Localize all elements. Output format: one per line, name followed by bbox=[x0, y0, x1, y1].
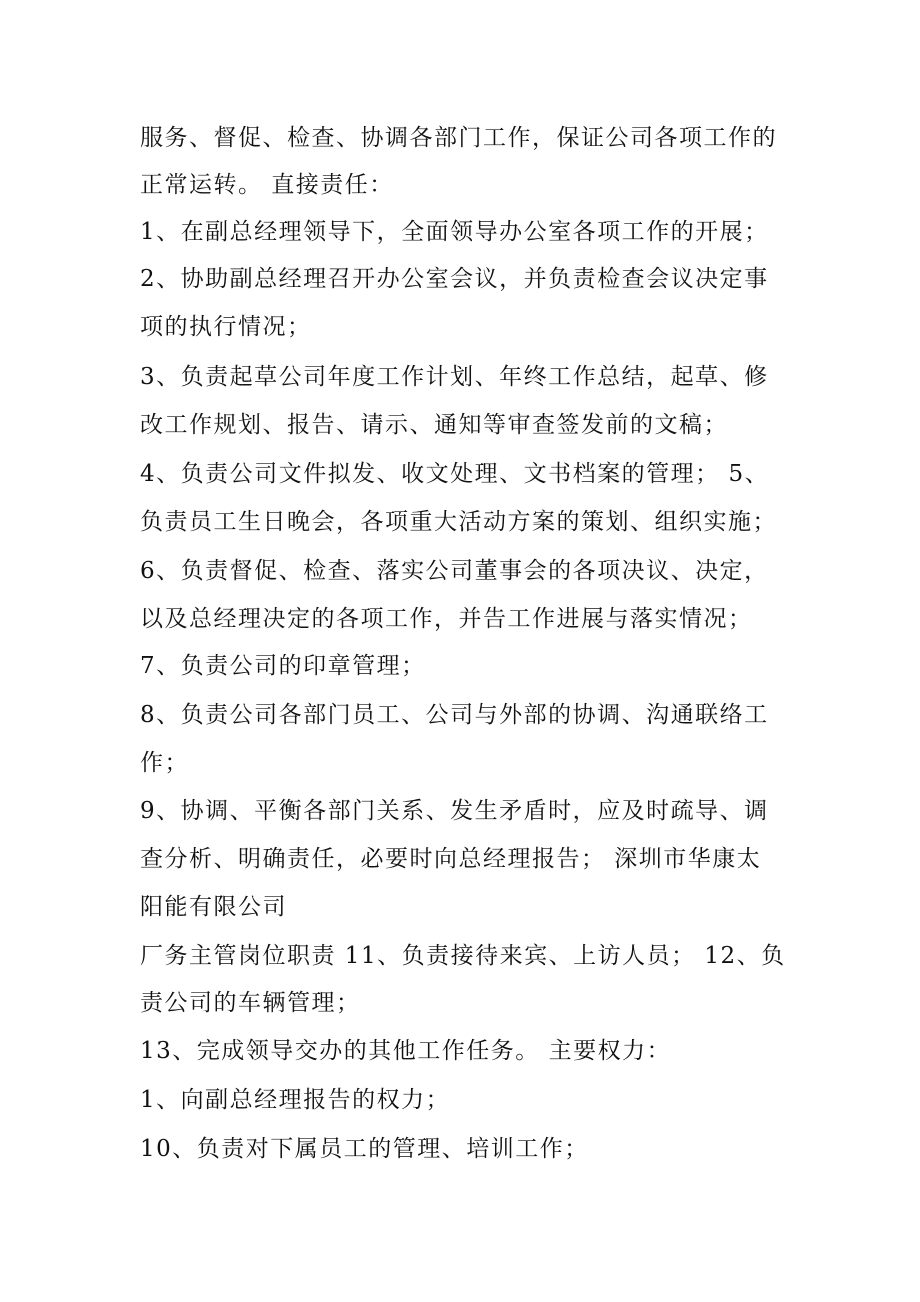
text-line: 10、负责对下属员工的管理、培训工作； bbox=[140, 1136, 589, 1162]
text-line: 4、负责公司文件拟发、收文处理、文书档案的管理； 5、 bbox=[140, 461, 770, 487]
text-line: 2、协助副总经理召开办公室会议，并负责检查会议决定事 bbox=[140, 266, 769, 292]
text-line: 6、负责督促、检查、落实公司董事会的各项决议、决定， bbox=[140, 558, 769, 584]
text-line: 项的执行情况； bbox=[140, 314, 312, 340]
text-line: 厂务主管岗位职责 11、负责接待来宾、上访人员； 12、负 bbox=[140, 943, 786, 969]
text-line: 1、向副总经理报告的权力； bbox=[140, 1087, 451, 1113]
text-line: 正常运转。 直接责任： bbox=[140, 172, 394, 198]
text-line: 9、协调、平衡各部门关系、发生矛盾时，应及时疏导、调 bbox=[140, 798, 769, 824]
text-line: 作； bbox=[140, 750, 189, 776]
text-line: 以及总经理决定的各项工作，并告工作进展与落实情况； bbox=[140, 606, 753, 632]
text-line: 3、负责起草公司年度工作计划、年终工作总结，起草、修 bbox=[140, 364, 769, 390]
text-line: 查分析、明确责任，必要时向总经理报告； 深圳市华康太 bbox=[140, 846, 762, 872]
text-line: 服务、督促、检查、协调各部门工作，保证公司各项工作的 bbox=[140, 125, 777, 151]
text-line: 7、负责公司的印章管理； bbox=[140, 653, 426, 679]
text-line: 1、在副总经理领导下，全面领导办公室各项工作的开展； bbox=[140, 219, 769, 245]
text-line: 改工作规划、报告、请示、通知等审查签发前的文稿； bbox=[140, 412, 728, 438]
text-line: 13、完成领导交办的其他工作任务。 主要权力： bbox=[140, 1038, 672, 1064]
text-line: 负责员工生日晚会，各项重大活动方案的策划、组织实施； bbox=[140, 509, 777, 535]
text-line: 8、负责公司各部门员工、公司与外部的协调、沟通联络工 bbox=[140, 702, 769, 728]
text-line: 责公司的车辆管理； bbox=[140, 990, 361, 1016]
text-line: 阳能有限公司 bbox=[140, 894, 287, 920]
